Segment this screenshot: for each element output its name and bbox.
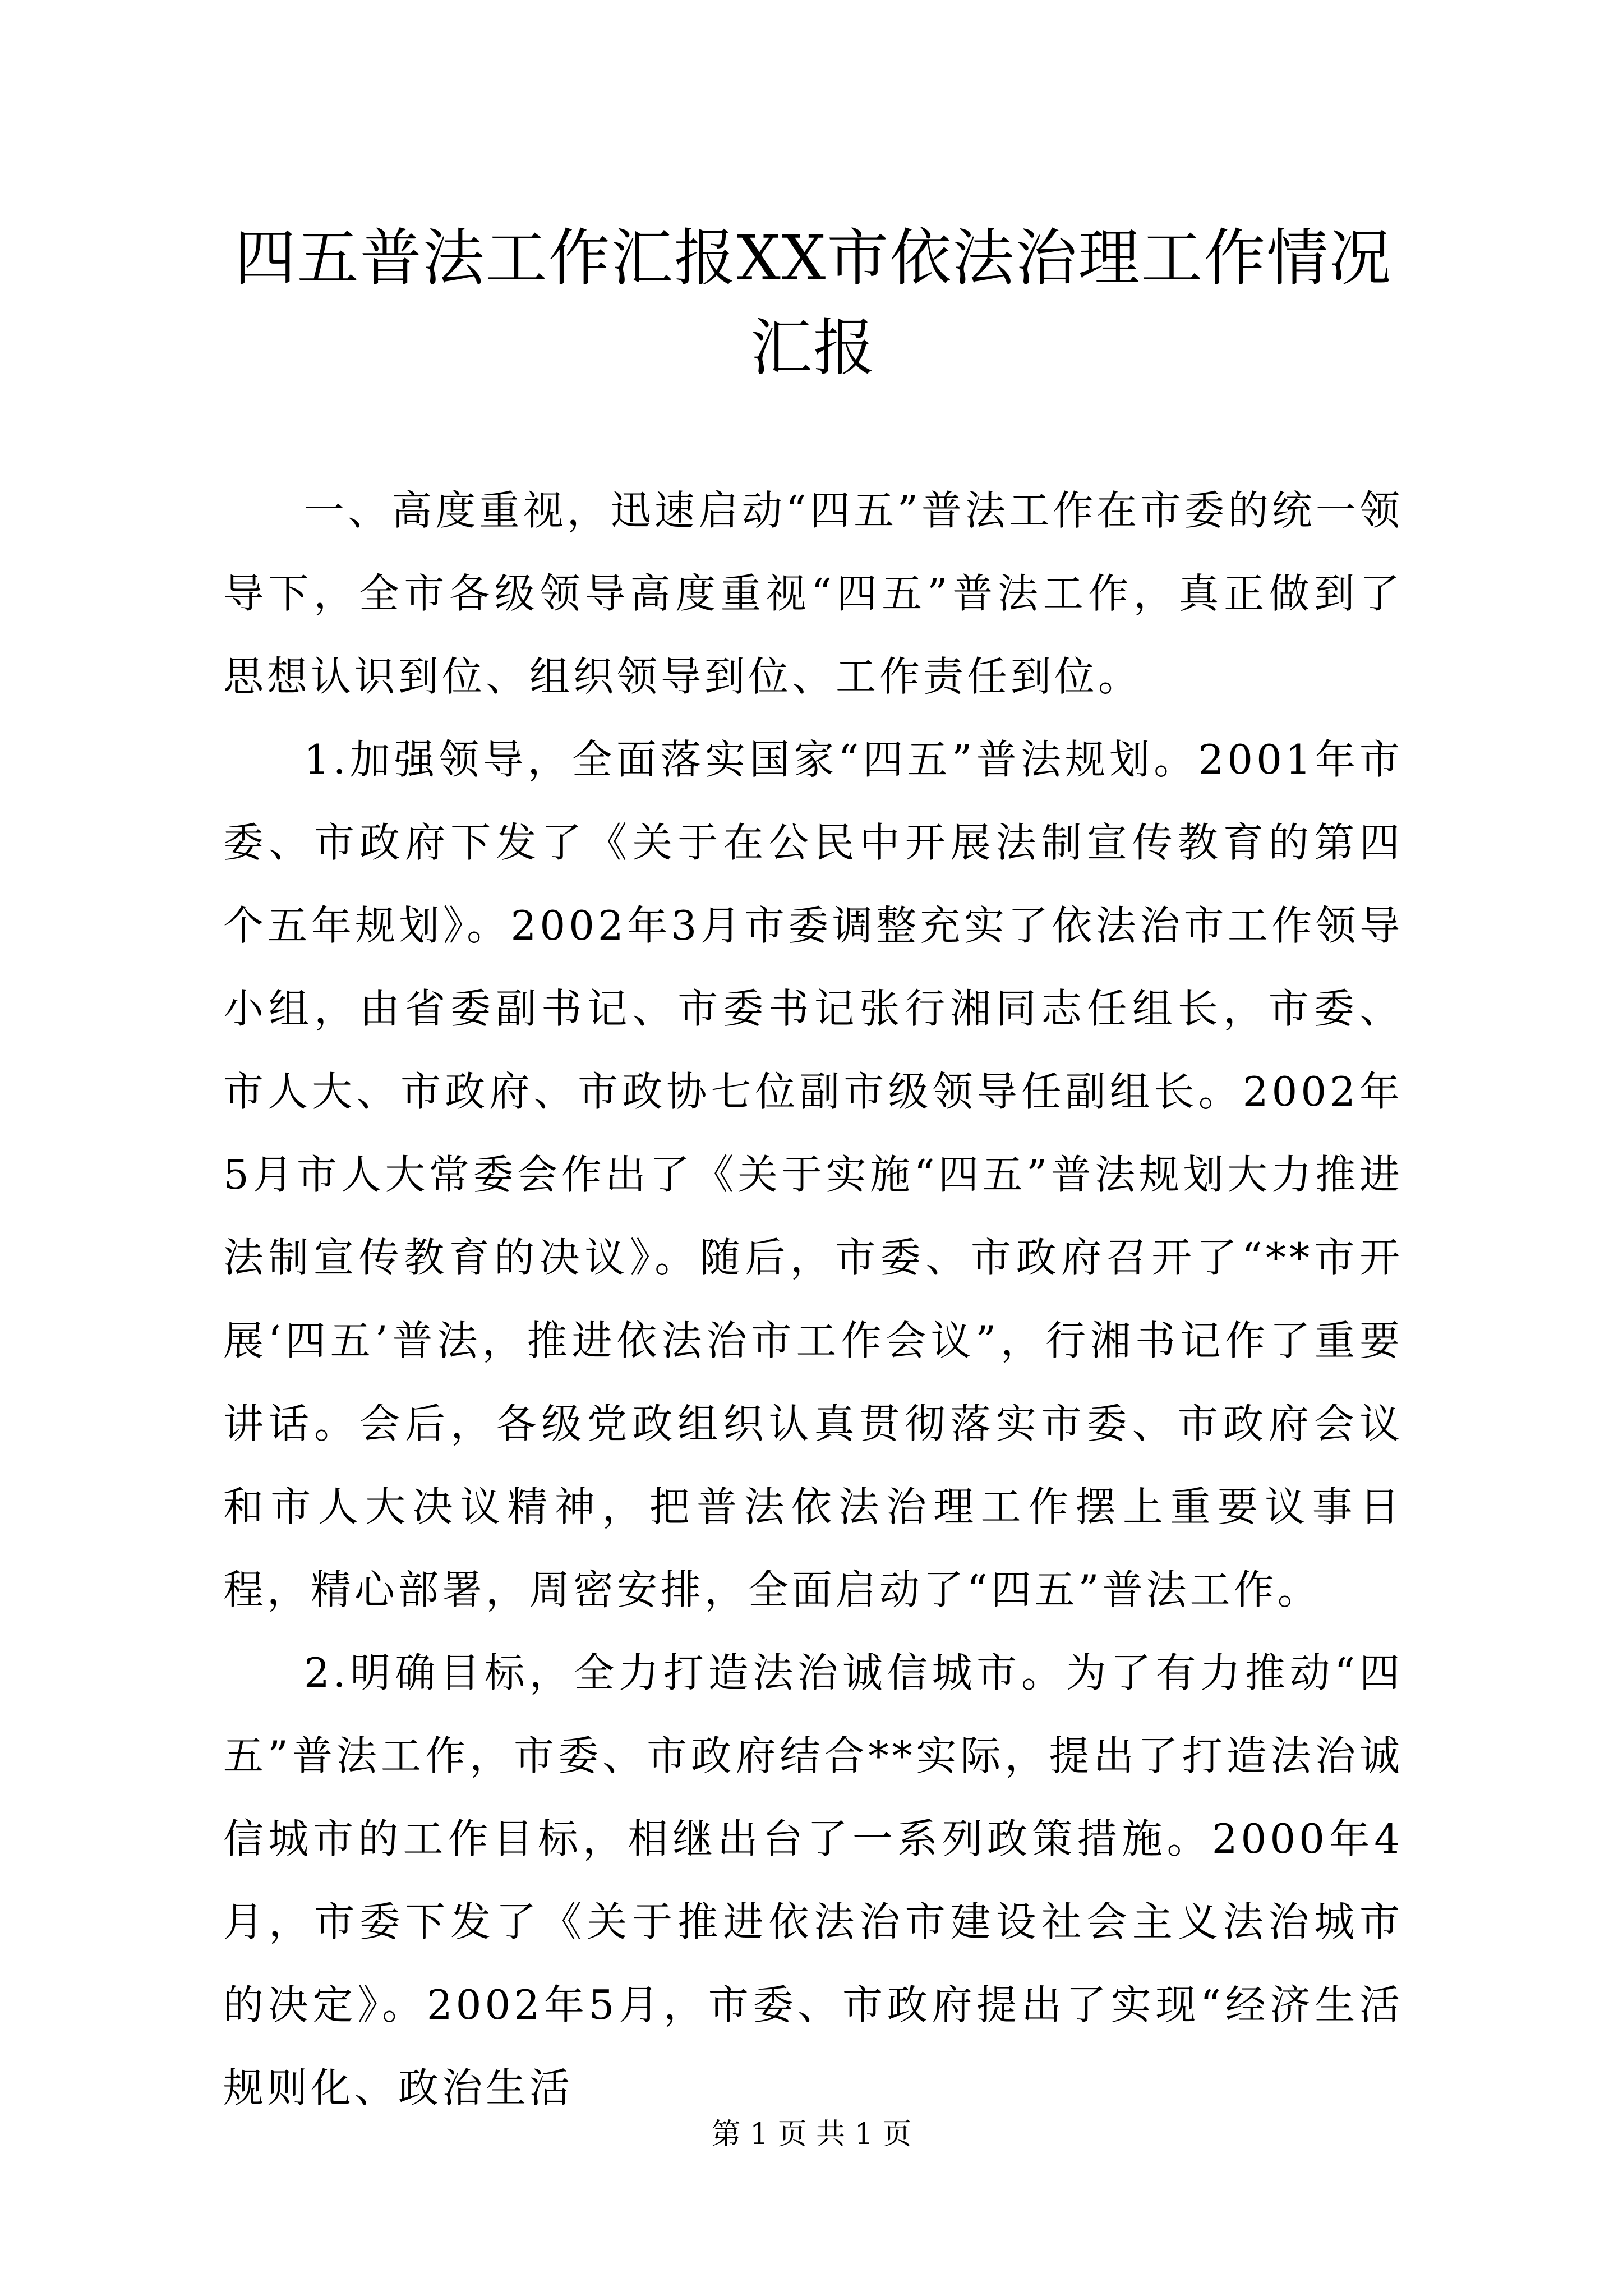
document-body xyxy=(223,469,1403,2129)
document-title: 四五普法工作汇报XX市依法治理工作情况汇报 xyxy=(234,222,1393,384)
paragraph-3: 2.明确目标，全力打造法治诚信城市。为了有力推动“四五”普法工作，市委、市政府结合**实际，提出了打造法治诚信城市的工作目标，相继出台了一系列政策措施。2000年4月，市委下发了《关于推进依法治市建设社会主义法治城市的决定》。2002年5月，市委、市政府提出了实现“经济生活规则化、政治生活 xyxy=(223,1649,1403,2111)
paragraph-2: 1.加强领导，全面落实国家“四五”普法规划。2001年市委、市政府下发了《关于在公民中开展法制宣传教育的第四个五年规划》。2002年3月市委调整充实了依法治市工作领导小组，由省委副书记、市委书记张行湘同志任组长，市委、市人大、市政府、市政协七位副市级领导任副组长。2002年5月市人大常委会作出了《关于实施“四五”普法规划大力推进法制宣传教育的决议》。随后，市委、市政府召开了“**市开展‘四五’普法，推进依法治市工作会议”，行湘书记作了重要讲话。会后，各级党政组织认真贯彻落实市委、市政府会议和市人大决议精神，把普法依法治理工作摆上重要议事日程，精心部署，周密安排，全面启动了“四五”普法工作。 xyxy=(223,736,1403,1613)
page-footer: 第 1 页 共 1 页 xyxy=(711,2118,912,2151)
paragraph-1: 一、高度重视，迅速启动“四五”普法工作在市委的统一领导下，全市各级领导高度重视“四五”普法工作，真正做到了思想认识到位、组织领导到位、工作责任到位。 xyxy=(223,487,1403,700)
